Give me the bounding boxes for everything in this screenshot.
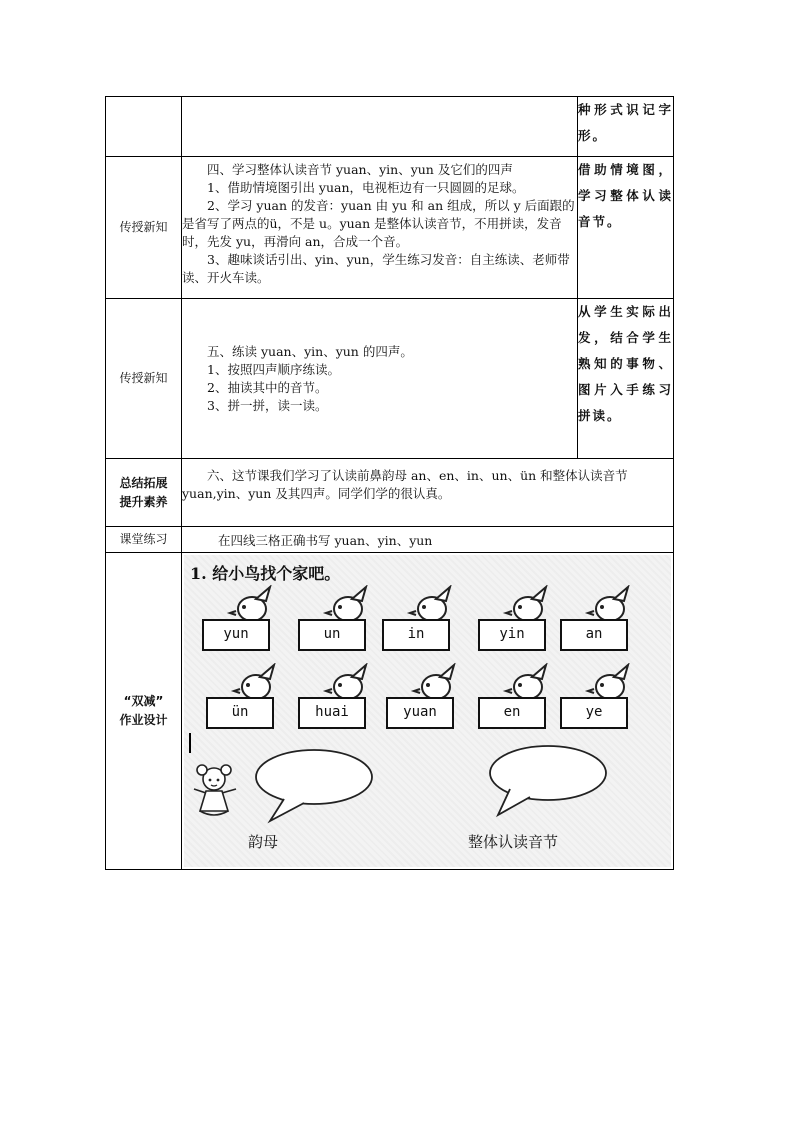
row-label: 传授新知 xyxy=(106,299,182,459)
row-label xyxy=(106,459,182,527)
content-line: 3、拼一拼，读一读。 xyxy=(207,398,328,413)
table-row xyxy=(106,299,674,459)
content-line: 2、学习 yuan 的发音：yuan 由 yu 和 an 组成，所以 y 后面跟的是省写了两点的ü，不是 u。yuan 是整体认读音节，不用拼读，发音时，先发 yu，再滑向 an，合成一个音。 xyxy=(182,198,575,249)
pinyin-tag: in xyxy=(382,619,450,651)
pinyin-tag: yun xyxy=(202,619,270,651)
pinyin-tag: en xyxy=(478,697,546,729)
lesson-plan-table xyxy=(105,96,674,870)
pinyin-tag: yuan xyxy=(386,697,454,729)
row-label-line: “双减” xyxy=(123,694,164,708)
girl-icon xyxy=(188,761,244,821)
content-line: 四、学习整体认读音节 yuan、yin、yun 及它们的四声 xyxy=(207,162,513,177)
row-label: 课堂练习 xyxy=(106,527,182,553)
content-cell xyxy=(182,527,674,553)
content-line: 1、借助情境图引出 yuan，电视柜边有一只圆圆的足球。 xyxy=(207,180,525,195)
side-note: 种形式识记字形。 xyxy=(578,97,674,157)
content-line: 2、抽读其中的音节。 xyxy=(207,380,328,395)
content-cell xyxy=(182,299,578,459)
content-line: 在四线三格正确书写 yuan、yin、yun xyxy=(218,533,433,548)
pinyin-tag: an xyxy=(560,619,628,651)
content-cell xyxy=(182,157,578,299)
side-note: 借助情境图，学习整体认读音节。 xyxy=(578,157,674,299)
homework-title: 1. 给小鸟找个家吧。 xyxy=(190,564,341,583)
caption-vowels: 韵母 xyxy=(248,833,279,851)
content-line: 3、趣味谈话引出、yin、yun，学生练习发音：自主练读、老师带读、开火车读。 xyxy=(182,252,570,285)
row-label-line: 总结拓展 xyxy=(119,475,168,490)
content-line: 五、练读 yuan、yin、yun 的四声。 xyxy=(207,344,413,359)
pinyin-tag: ün xyxy=(206,697,274,729)
table-row xyxy=(106,157,674,299)
pinyin-tag: ye xyxy=(560,697,628,729)
row-label: 传授新知 xyxy=(106,157,182,299)
table-row xyxy=(106,527,674,553)
pinyin-tag: yin xyxy=(478,619,546,651)
speech-bubble-right xyxy=(486,743,616,823)
homework-cell xyxy=(182,553,674,870)
content-cell xyxy=(182,97,578,157)
row-label-line: 提升素养 xyxy=(119,494,168,509)
content-cell xyxy=(182,459,674,527)
homework-image xyxy=(184,555,671,867)
table-row xyxy=(106,459,674,527)
caption-syllables: 整体认读音节 xyxy=(468,833,559,851)
speech-bubble-left xyxy=(248,747,378,827)
text-cursor xyxy=(189,733,191,753)
table-row xyxy=(106,97,674,157)
table-row xyxy=(106,553,674,870)
pinyin-tag: un xyxy=(298,619,366,651)
label-cell xyxy=(106,97,182,157)
content-line: 六、这节课我们学习了认读前鼻韵母 an、en、in、un、ün 和整体认读音节 yuan,yin、yun 及其四声。同学们学的很认真。 xyxy=(182,468,628,501)
content-line: 1、按照四声顺序练读。 xyxy=(207,362,340,377)
pinyin-tag: huai xyxy=(298,697,366,729)
side-note: 从学生实际出发，结合学生熟知的事物、图片入手练习拼读。 xyxy=(578,299,674,459)
row-label xyxy=(106,553,182,870)
row-label-line: 作业设计 xyxy=(119,713,168,727)
